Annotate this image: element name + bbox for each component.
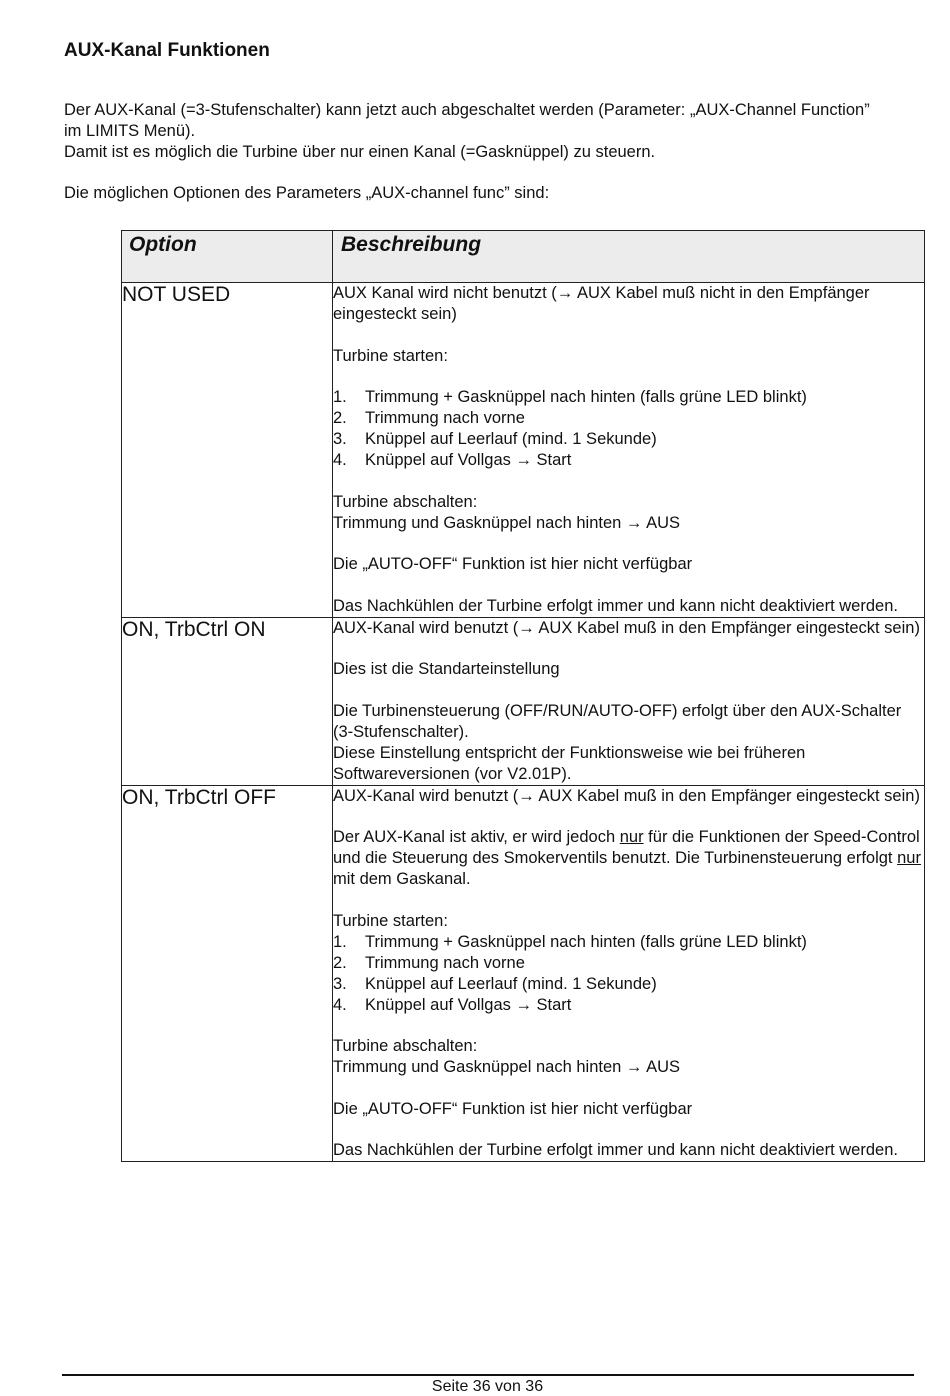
step-text: Trimmung nach vorne	[365, 409, 525, 427]
underlined-text: nur	[619, 828, 644, 846]
list-item	[333, 429, 924, 450]
step-text: Trimmung nach vorne	[365, 953, 525, 972]
step-number: 4.	[333, 451, 347, 469]
intro-paragraph-3: Die möglichen Optionen des Parameters „AUX-channel func” sind:	[64, 184, 550, 202]
step-text: Trimmung + Gasknüppel nach hinten (falls grüne LED blinkt)	[365, 388, 807, 406]
list-item	[333, 974, 924, 995]
step-text: Trimmung + Gasknüppel nach hinten (falls grüne LED blinkt)	[365, 932, 807, 951]
autooff-text: Die „AUTO-OFF“ Funktion ist hier nicht verfügbar	[333, 1099, 693, 1118]
list-item	[333, 387, 924, 408]
desc-text: AUX Kanal wird nicht benutzt (→ AUX Kabel muß nicht in den Empfänger eingesteckt sein)	[333, 284, 870, 323]
start-steps-list	[333, 387, 924, 471]
desc-text: AUX-Kanal wird benutzt (→ AUX Kabel muß in den Empfänger eingesteckt sein)	[333, 618, 920, 637]
list-item	[333, 953, 924, 974]
stop-text: Trimmung und Gasknüppel nach hinten → AUS	[333, 1058, 680, 1076]
page-title: AUX-Kanal Funktionen	[64, 40, 270, 61]
table-row	[122, 283, 925, 618]
header-description: Beschreibung	[333, 231, 925, 283]
table-header-row	[122, 231, 925, 283]
list-item	[333, 450, 924, 471]
option-not-used: NOT USED	[122, 283, 333, 618]
cooldown-text: Das Nachkühlen der Turbine erfolgt immer und kann nicht deaktiviert werden.	[333, 1141, 898, 1159]
step-number: 2.	[333, 409, 347, 427]
step-number: 1.	[333, 388, 347, 406]
text-segment: mit dem Gaskanal.	[333, 870, 471, 888]
autooff-text: Die „AUTO-OFF“ Funktion ist hier nicht verfügbar	[333, 555, 693, 573]
list-item	[333, 995, 924, 1016]
description-trbctrl-off	[333, 785, 925, 1162]
step-number: 2.	[333, 953, 347, 972]
step-number: 3.	[333, 430, 347, 448]
step-text: Knüppel auf Leerlauf (mind. 1 Sekunde)	[365, 430, 657, 448]
stop-text: Trimmung und Gasknüppel nach hinten → AUS	[333, 513, 680, 532]
desc-text: Dies ist die Standarteinstellung	[333, 660, 560, 678]
footer-divider	[62, 1374, 914, 1376]
cooldown-text: Das Nachkühlen der Turbine erfolgt immer und kann nicht deaktiviert werden.	[333, 596, 898, 615]
step-text: Knüppel auf Vollgas → Start	[365, 995, 572, 1014]
intro-paragraph-1: Der AUX-Kanal (=3-Stufenschalter) kann jetzt auch abgeschaltet werden (Parameter: „AUX-Channel Function” im LIMITS Menü).	[64, 101, 870, 140]
header-option: Option	[122, 231, 333, 283]
options-table	[121, 230, 925, 1162]
step-number: 4.	[333, 995, 347, 1014]
stop-title: Turbine abschalten:	[333, 492, 478, 511]
step-number: 3.	[333, 974, 347, 993]
start-title: Turbine starten:	[333, 346, 448, 365]
description-not-used	[333, 283, 925, 618]
underlined-text: nur	[897, 849, 921, 867]
text-segment: für die Funktionen der Speed-Control und die Steuerung des Smokerventils benutzt. Die Turbinensteuerung erfolgt	[333, 828, 920, 867]
intro-paragraph-2: Damit ist es möglich die Turbine über nur einen Kanal (=Gasknüppel) zu steuern.	[64, 143, 656, 161]
step-text: Knüppel auf Vollgas → Start	[365, 451, 572, 469]
desc-text: Diese Einstellung entspricht der Funktionsweise wie bei früheren Softwareversionen (vor V2.01P).	[333, 743, 806, 783]
step-number: 1.	[333, 932, 347, 951]
option-trbctrl-on: ON, TrbCtrl ON	[122, 617, 333, 785]
text-segment: Der AUX-Kanal ist aktiv, er wird jedoch	[333, 828, 620, 846]
page-number: Seite 36 von 36	[431, 1378, 544, 1395]
start-steps-list	[333, 932, 924, 1016]
table-row	[122, 785, 925, 1162]
list-item	[333, 408, 924, 429]
step-text: Knüppel auf Leerlauf (mind. 1 Sekunde)	[365, 974, 657, 993]
option-trbctrl-off: ON, TrbCtrl OFF	[122, 785, 333, 1162]
start-title: Turbine starten:	[333, 911, 448, 930]
desc-text: Die Turbinensteuerung (OFF/RUN/AUTO-OFF) erfolgt über den AUX-Schalter (3-Stufenschalter).	[333, 701, 902, 741]
description-trbctrl-on	[333, 617, 925, 785]
desc-text: AUX-Kanal wird benutzt (→ AUX Kabel muß in den Empfänger eingesteckt sein)	[333, 786, 920, 805]
list-item	[333, 932, 924, 953]
desc-text	[333, 827, 924, 890]
intro-section	[64, 100, 884, 204]
stop-title: Turbine abschalten:	[333, 1037, 478, 1055]
table-row	[122, 617, 925, 785]
